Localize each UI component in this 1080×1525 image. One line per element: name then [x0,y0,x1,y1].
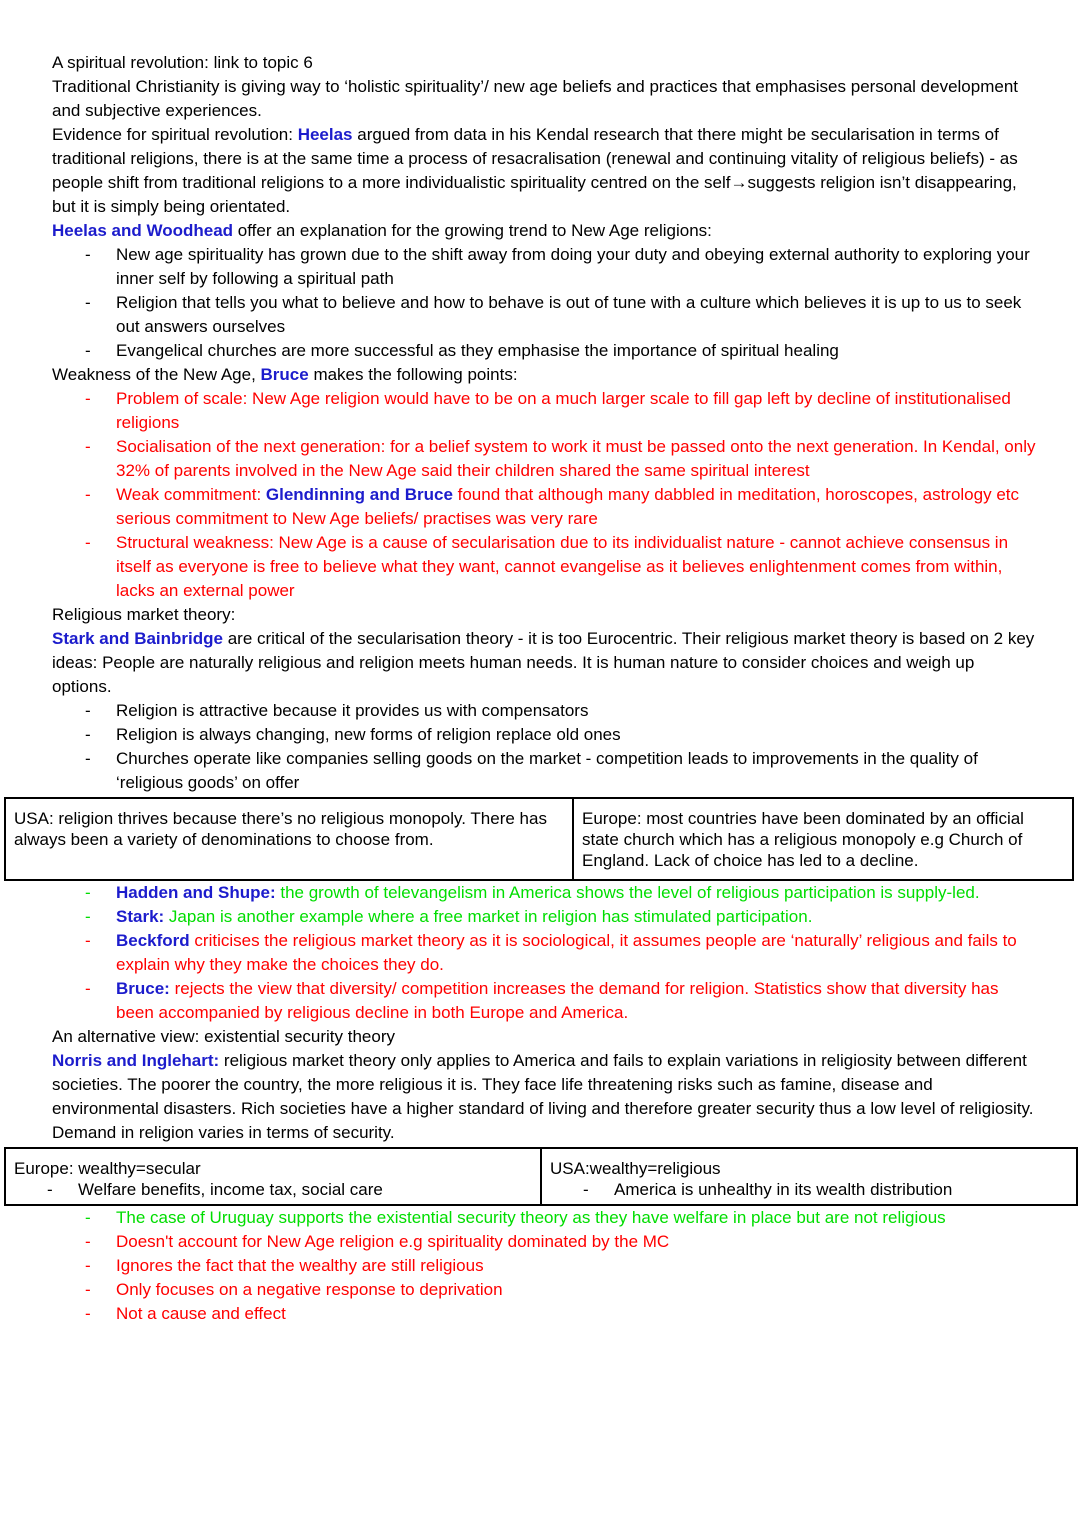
list-item: - Not a cause and effect [116,1302,1036,1326]
list-item: - Only focuses on a negative response to deprivation [116,1278,1036,1302]
beckford-text: criticises the religious market theory as it is sociological, it assumes people are ‘naturally’ religious and fails to explain why they make the choices they do. [116,931,1017,974]
paragraph-stark-bainbridge [52,627,1037,699]
evidence-text: argued from data in his Kendal research that there might be secularisation in terms of traditional religions, there is at the same time a process of resacralisation (renewal and continuing vitality of religious beliefs) - as people shift from traditional religions to a more individualistic spirituality centred on the self→suggests religion isn’t disappearing, but it is simply being orientated. [52,125,1018,216]
usa-heading: USA:wealthy=religious [550,1159,721,1178]
hw-text: offer an explanation for the growing trend to New Age religions: [233,221,712,240]
section-title-religious-market: Religious market theory: [52,605,236,624]
weak-tail: makes the following points: [308,365,518,384]
list-item: - Doesn't account for New Age religion e.g spirituality dominated by the MC [116,1230,1036,1254]
bruce-text: rejects the view that diversity/ competition increases the demand for religion. Statistics show that diversity has been accompanied by religious decline in both Europe and America. [116,979,999,1022]
existential-evaluation-points [0,1206,1080,1326]
paragraph-evidence [52,123,1037,219]
table-cell-usa: USA: religion thrives because there’s no religious monopoly. There has always been a variety of denominations to choose from. [5,798,573,880]
europe-point: - Welfare benefits, income tax, social care [78,1179,532,1200]
paragraph-heelas-woodhead [52,219,1037,243]
paragraph-weakness-new-age [52,363,1037,387]
author-heelas: Heelas [297,125,353,144]
list-item: - Religion is attractive because it provides us with compensators [116,699,1036,723]
table-cell-usa [541,1148,1077,1205]
list-item: - Evangelical churches are more successful as they emphasise the importance of spiritual healing [116,339,1036,363]
ni-text: religious market theory only applies to America and fails to explain variations in religiosity between different societies. The poorer the country, the more religious it is. They face life threatening risks such as famine, disease and environmental disasters. Rich societies have a higher standard of living and therefore greater security thus a low level of religiosity. Demand in religion varies in terms of security. [52,1051,1034,1142]
hs-text: the growth of televangelism in America shows the level of religious participation is supply-led. [275,883,980,902]
author-bruce: Bruce: [116,979,170,998]
weak-lead: Weakness of the New Age, [52,365,261,384]
list-item: - Churches operate like companies selling goods on the market - competition leads to improvements in the quality of ‘religious goods’ on offer [116,747,1036,795]
author-bruce: Bruce [260,365,309,384]
author-glendinning-bruce: Glendinning and Bruce [265,485,453,504]
list-item: - New age spirituality has grown due to the shift away from doing your duty and obeying external authority to exploring your inner self by following a spiritual path [116,243,1036,291]
list-item [116,977,1036,1025]
list-item [116,483,1036,531]
list-item: - Religion that tells you what to believe and how to behave is out of tune with a culture which believes it is up to us to seek out answers ourselves [116,291,1036,339]
market-points [0,699,1080,795]
paragraph-norris-inglehart [52,1049,1037,1145]
document-page [0,51,1080,1326]
table-row [5,1148,1077,1205]
market-evaluation-points [0,881,1080,1025]
list-item: - Ignores the fact that the wealthy are still religious [116,1254,1036,1278]
sb-text: are critical of the secularisation theory - it is too Eurocentric. Their religious market theory is based on 2 key ideas: People are naturally religious and religion meets human needs. It is human nature to consider choices and weigh up options. [52,629,1035,696]
weak3-text: found that although many dabbled in meditation, horoscopes, astrology etc serious commitment to New Age beliefs/ practises was very rare [116,485,1019,528]
table-cell-europe: Europe: most countries have been dominated by an official state church which has a religious monopoly e.g Church of England. Lack of choice has led to a decline. [573,798,1073,880]
list-item: - Religion is always changing, new forms of religion replace old ones [116,723,1036,747]
author-norris-inglehart: Norris and Inglehart: [52,1051,220,1070]
weakness-points [0,387,1080,603]
table-cell-europe [5,1148,541,1205]
heelas-woodhead-points [0,243,1080,363]
list-item: - Structural weakness: New Age is a cause of secularisation due to its individualist nature - cannot achieve consensus in itself as everyone is free to believe what they want, cannot evangelise as it believes enlightenment comes from within, lacks an external power [116,531,1036,603]
section-title-existential-security: An alternative view: existential security theory [52,1027,395,1046]
europe-heading: Europe: wealthy=secular [14,1159,201,1178]
weak3-lead: Weak commitment: [116,485,266,504]
list-item: - Problem of scale: New Age religion would have to be on a much larger scale to fill gap left by decline of institutionalised religions [116,387,1036,435]
europe-usa-wealth-table [4,1147,1078,1206]
author-hadden-shupe: Hadden and Shupe: [116,883,276,902]
evidence-lead: Evidence for spiritual revolution: [52,125,298,144]
table-row [5,798,1073,880]
section-title-spiritual-revolution: A spiritual revolution: link to topic 6 [52,53,313,72]
author-heelas-woodhead: Heelas and Woodhead [52,221,234,240]
author-stark-bainbridge: Stark and Bainbridge [52,629,223,648]
list-item [116,929,1036,977]
author-beckford: Beckford [116,931,190,950]
paragraph-holistic-spirituality: Traditional Christianity is giving way to ‘holistic spirituality’/ new age beliefs and practices that emphasises personal development and subjective experiences. [52,77,1019,120]
author-stark: Stark: [116,907,165,926]
usa-europe-comparison-table [4,797,1074,881]
usa-point: - America is unhealthy in its wealth distribution [614,1179,1068,1200]
list-item [116,881,1036,905]
list-item [116,905,1036,929]
stark-text: Japan is another example where a free market in religion has stimulated participation. [164,907,813,926]
list-item: - Socialisation of the next generation: for a belief system to work it must be passed onto the next generation. In Kendal, only 32% of parents involved in the New Age said their children shared the same spiritual interest [116,435,1036,483]
list-item: - The case of Uruguay supports the existential security theory as they have welfare in place but are not religious [116,1206,1036,1230]
